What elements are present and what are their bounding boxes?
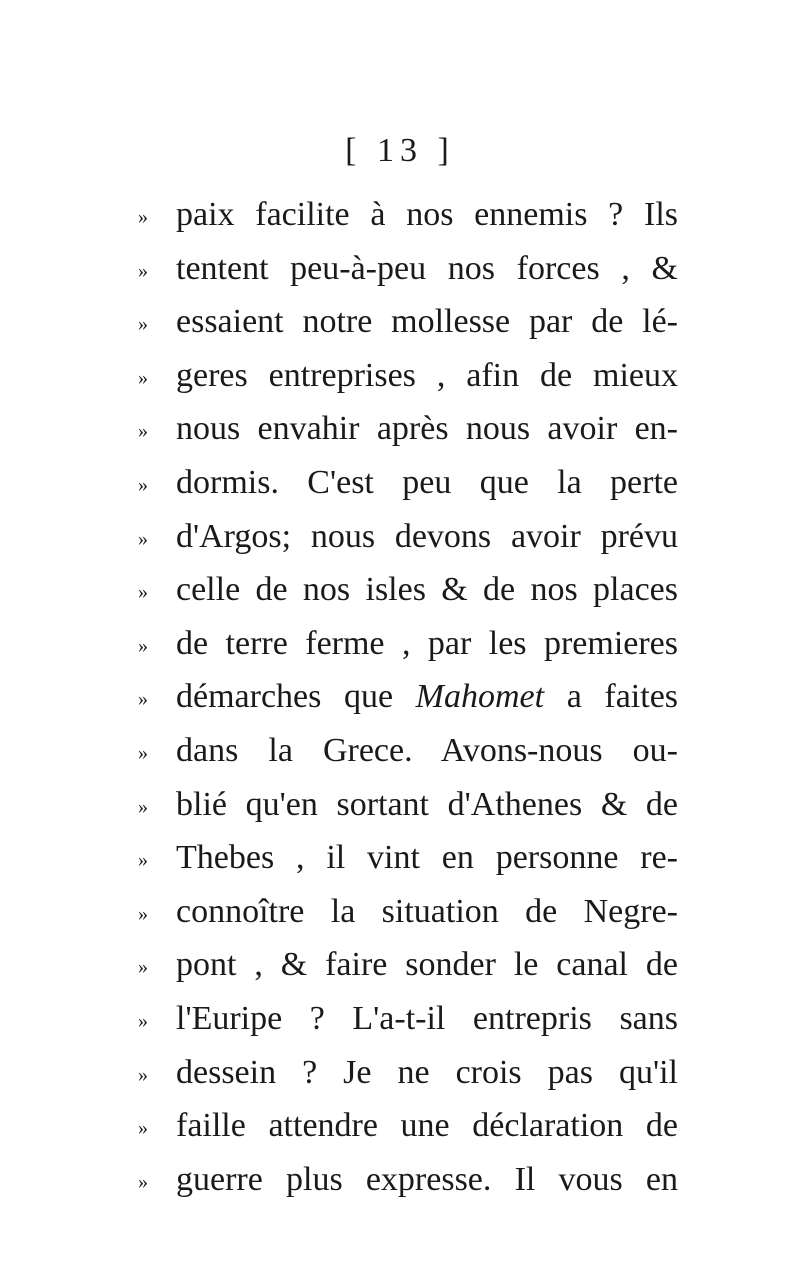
line-text: pont , & faire sonder le canal de xyxy=(176,946,678,984)
text-line xyxy=(138,563,678,617)
line-text: essaient notre mollesse par de lé- xyxy=(176,303,678,341)
quote-mark: » xyxy=(138,1009,148,1032)
line-text-part: a faites xyxy=(566,678,679,716)
text-line xyxy=(138,349,678,403)
quote-mark: » xyxy=(138,527,148,550)
line-text: de terre ferme , par les premieres xyxy=(176,624,678,662)
line-text: faille attendre une déclaration de xyxy=(176,1107,678,1145)
text-line xyxy=(138,831,678,885)
line-text: dans la Grece. Avons-nous ou- xyxy=(176,731,678,769)
quote-mark: » xyxy=(138,313,148,336)
line-text: nous envahir après nous avoir en- xyxy=(176,410,678,448)
line-text: tentent peu-à-peu nos forces , & xyxy=(176,249,678,287)
text-line xyxy=(138,188,678,242)
line-text: d'Argos; nous devons avoir prévu xyxy=(176,517,678,555)
quote-mark: » xyxy=(138,741,148,764)
line-text-part: démarches que xyxy=(176,678,394,716)
quote-mark: » xyxy=(138,259,148,282)
quote-mark: » xyxy=(138,581,148,604)
text-line xyxy=(138,778,678,832)
text-line xyxy=(138,885,678,939)
line-text-mixed xyxy=(176,670,678,724)
text-line xyxy=(138,670,678,724)
text-line xyxy=(138,1153,678,1207)
italic-name: Mahomet xyxy=(415,678,545,716)
text-line xyxy=(138,724,678,778)
text-line xyxy=(138,617,678,671)
text-line xyxy=(138,295,678,349)
quote-mark: » xyxy=(138,206,148,228)
line-text: Thebes , il vint en personne re- xyxy=(176,839,678,877)
quote-mark: » xyxy=(138,420,148,443)
quote-mark: » xyxy=(138,1117,148,1140)
quote-mark: » xyxy=(138,634,148,657)
text-line xyxy=(138,510,678,564)
page-number: [ 13 ] xyxy=(345,132,455,169)
line-text: geres entreprises , afin de mieux xyxy=(176,356,678,394)
text-block xyxy=(138,188,678,1206)
line-text: guerre plus expresse. Il vous en xyxy=(176,1160,678,1198)
quote-mark: » xyxy=(138,849,148,872)
line-text: dormis. C'est peu que la perte xyxy=(176,463,678,501)
line-text: paix facilite à nos ennemis ? Ils xyxy=(176,196,678,233)
quote-mark: » xyxy=(138,795,148,818)
line-text: celle de nos isles & de nos places xyxy=(176,571,678,609)
line-text: dessein ? Je ne crois pas qu'il xyxy=(176,1053,678,1091)
line-text: connoître la situation de Negre- xyxy=(176,892,678,930)
text-line xyxy=(138,1099,678,1153)
quote-mark: » xyxy=(138,956,148,979)
text-line xyxy=(138,242,678,296)
text-line xyxy=(138,992,678,1046)
line-text: l'Euripe ? L'a-t-il entrepris sans xyxy=(176,999,678,1037)
text-line xyxy=(138,1046,678,1100)
text-line xyxy=(138,456,678,510)
quote-mark: » xyxy=(138,473,148,496)
text-line xyxy=(138,938,678,992)
quote-mark: » xyxy=(138,902,148,925)
quote-mark: » xyxy=(138,688,148,711)
quote-mark: » xyxy=(138,1063,148,1086)
line-text: blié qu'en sortant d'Athenes & de xyxy=(176,785,678,823)
text-line xyxy=(138,402,678,456)
quote-mark: » xyxy=(138,1170,148,1193)
quote-mark: » xyxy=(138,366,148,389)
